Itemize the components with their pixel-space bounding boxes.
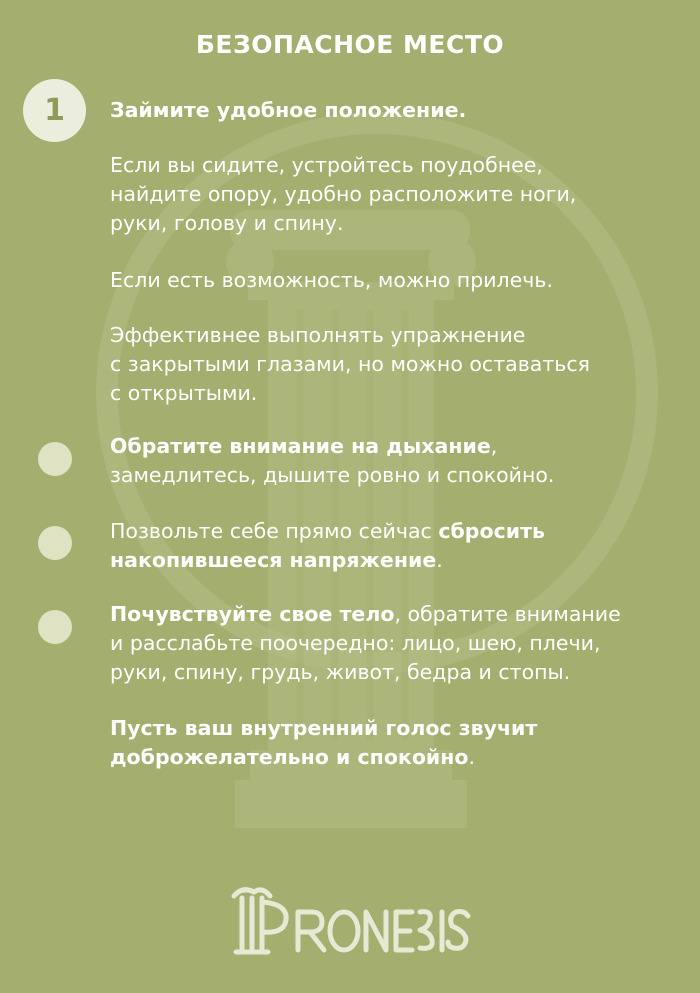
text-line: с закрытыми глазами, но можно оставаться bbox=[110, 352, 590, 376]
text-line: замедлитесь, дышите ровно и спокойно. bbox=[110, 463, 555, 487]
instruction-paragraph-3 bbox=[110, 266, 690, 295]
bullet-dot bbox=[38, 610, 72, 644]
instruction-bold-text: доброжелательно и спокойно bbox=[110, 745, 469, 769]
text-line: с открытыми. bbox=[110, 381, 258, 405]
text-line: Если есть возможность, можно прилечь. bbox=[110, 268, 553, 292]
text-fragment: , обратите внимание bbox=[394, 602, 621, 626]
text-line: руки, спину, грудь, живот, бедра и стопы. bbox=[110, 660, 571, 684]
text-line bbox=[110, 517, 690, 546]
bullet-dot bbox=[38, 442, 72, 476]
instruction-paragraph-4 bbox=[110, 321, 690, 408]
pronezis-logo bbox=[228, 882, 473, 962]
text-fragment: . bbox=[468, 745, 476, 769]
instruction-bold-text: сбросить bbox=[438, 519, 545, 543]
text-line bbox=[110, 714, 690, 743]
text-line bbox=[110, 743, 690, 772]
text-line bbox=[110, 432, 690, 461]
instruction-bold-text: накопившееся напряжение bbox=[110, 548, 437, 572]
instruction-paragraph-7 bbox=[110, 600, 690, 687]
instruction-bold-text: Займите удобное положение. bbox=[110, 98, 467, 122]
instruction-bold-text: Пусть ваш внутренний голос звучит bbox=[110, 716, 538, 740]
instruction-paragraph-2 bbox=[110, 151, 690, 238]
step-number-badge bbox=[23, 79, 86, 142]
instruction-paragraph-1 bbox=[110, 96, 690, 125]
text-line: и расслабьте поочередно: лицо, шею, плечи, bbox=[110, 631, 601, 655]
instruction-paragraph-8 bbox=[110, 714, 690, 772]
instruction-paragraph-6 bbox=[110, 517, 690, 575]
text-fragment: , bbox=[490, 434, 498, 458]
step-number: 1 bbox=[44, 93, 65, 128]
page-title: БЕЗОПАСНОЕ МЕСТО bbox=[195, 30, 505, 59]
instruction-bold-text: Обратите внимание на дыхание bbox=[110, 434, 491, 458]
text-line bbox=[110, 546, 690, 575]
text-line: найдите опору, удобно расположите ноги, bbox=[110, 182, 577, 206]
bullet-dot bbox=[38, 526, 72, 560]
text-fragment: . bbox=[436, 548, 443, 572]
text-line: руки, голову и спину. bbox=[110, 211, 344, 235]
text-fragment: Позвольте себе прямо сейчас bbox=[110, 519, 439, 543]
instruction-paragraph-5 bbox=[110, 432, 690, 490]
text-line: Если вы сидите, устройтесь поудобнее, bbox=[110, 153, 543, 177]
instruction-bold-text: Почувствуйте свое тело bbox=[110, 602, 395, 626]
text-line bbox=[110, 600, 690, 629]
text-line: Эффективнее выполнять упражнение bbox=[110, 323, 526, 347]
